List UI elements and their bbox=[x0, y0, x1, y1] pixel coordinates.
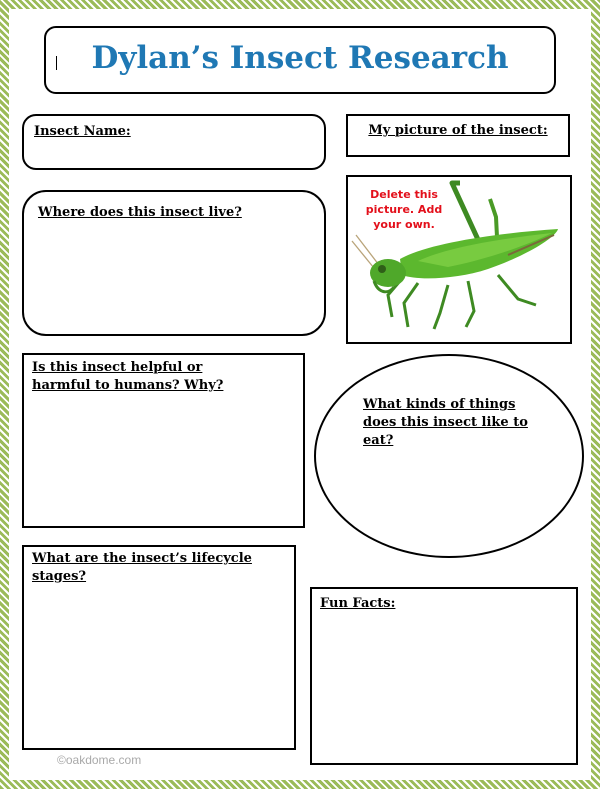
fun-facts-box[interactable] bbox=[310, 587, 578, 765]
grasshopper-icon bbox=[348, 177, 570, 342]
picture-label: My picture of the insect: bbox=[368, 123, 548, 138]
delete-picture-note: Delete this picture. Add your own. bbox=[365, 188, 443, 231]
helpful-harmful-label: Is this insect helpful or harmful to humans? Why? bbox=[32, 360, 224, 393]
title-box[interactable] bbox=[44, 26, 556, 94]
habitat-box[interactable] bbox=[22, 190, 326, 336]
page-title: Dylan’s Insect Research bbox=[91, 40, 509, 76]
picture-label-box[interactable] bbox=[346, 114, 570, 157]
habitat-label: Where does this insect live? bbox=[38, 205, 242, 220]
insect-name-label: Insect Name: bbox=[34, 124, 131, 139]
insect-picture-box[interactable] bbox=[346, 175, 572, 344]
watermark: ©oakdome.com bbox=[57, 753, 142, 767]
diet-label: What kinds of things does this insect like to eat? bbox=[363, 397, 528, 448]
lifecycle-label: What are the insect’s lifecycle stages? bbox=[32, 551, 252, 584]
fun-facts-label: Fun Facts: bbox=[320, 596, 396, 611]
helpful-harmful-box[interactable] bbox=[22, 353, 305, 528]
lifecycle-box[interactable] bbox=[22, 545, 296, 750]
insect-name-box[interactable] bbox=[22, 114, 326, 170]
diet-oval[interactable] bbox=[314, 354, 584, 558]
